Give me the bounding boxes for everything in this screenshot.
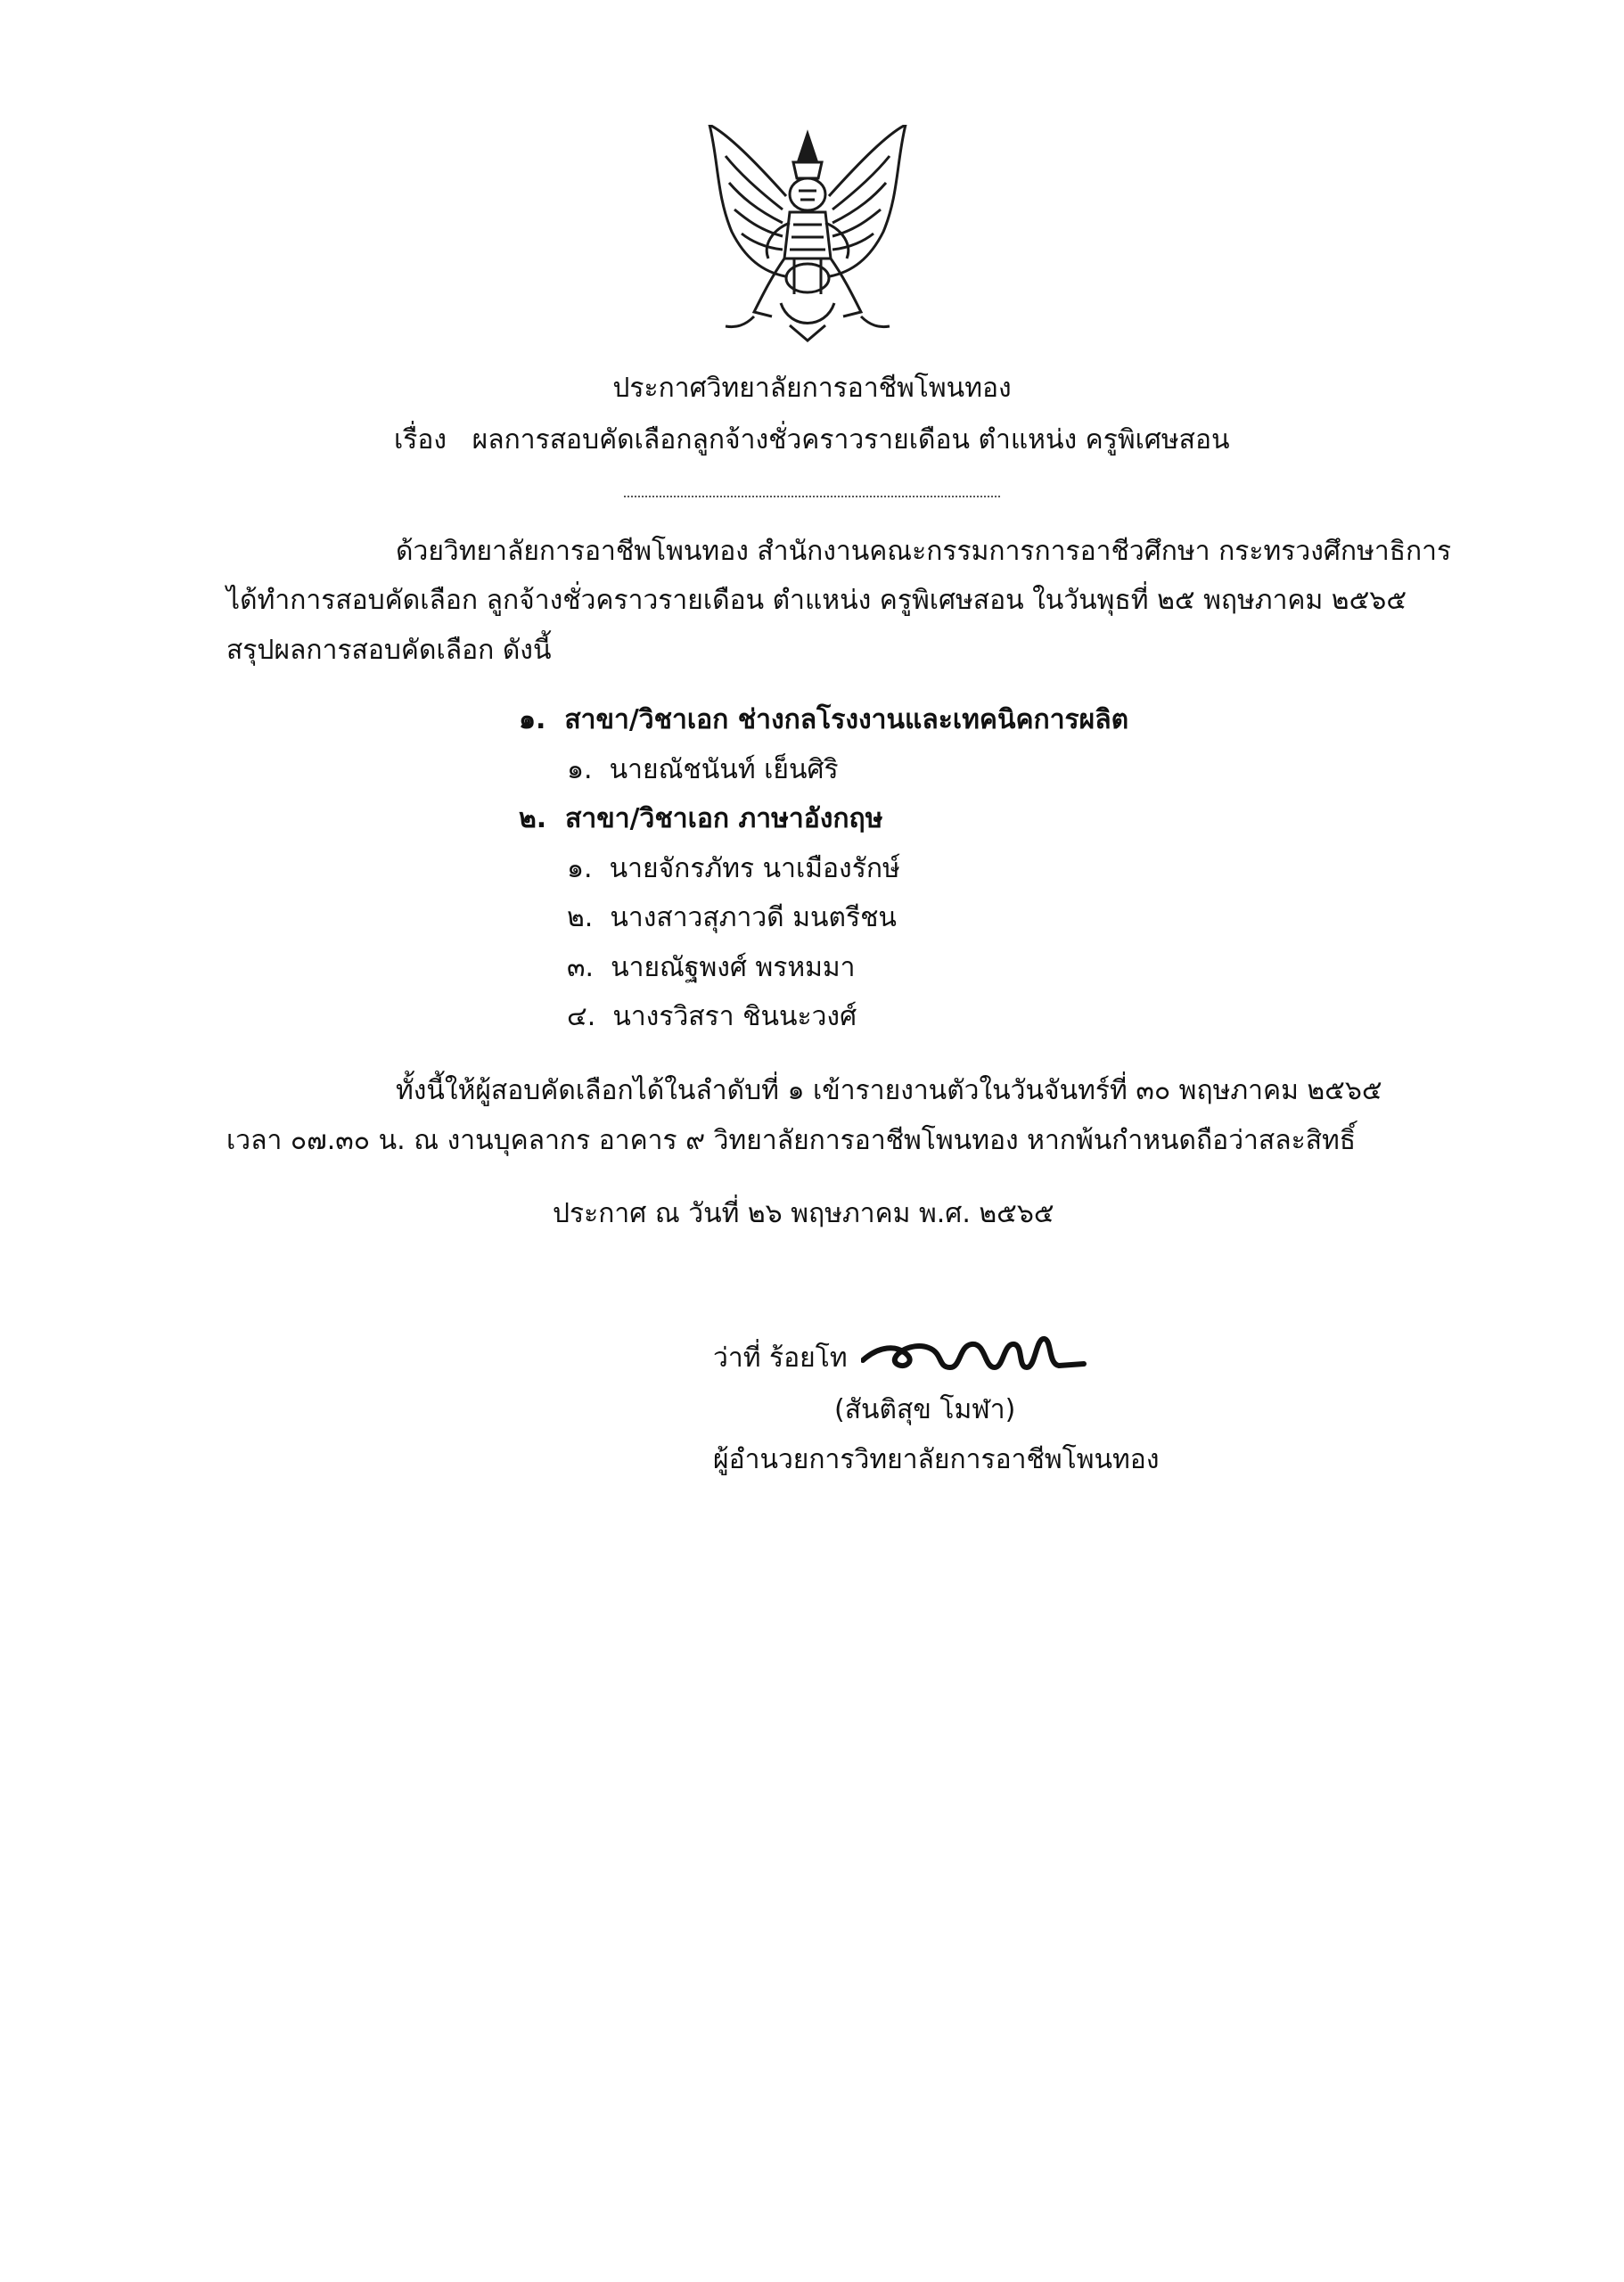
list-item (567, 947, 856, 989)
candidate-number: ๓. (567, 952, 595, 983)
branch-title: สาขา/วิชาเอก ภาษาอังกฤษ (565, 803, 883, 834)
list-item (567, 996, 857, 1038)
signer-name: (สันติสุข โมฬา) (834, 1394, 1016, 1425)
paragraph-line-3: สรุปผลการสอบคัดเลือก ดังนี้ (226, 635, 552, 666)
branch-title: สาขา/วิชาเอก ช่างกลโรงงานและเทคนิคการผลิต (564, 704, 1129, 735)
closing-line-1: ทั้งนี้ให้ผู้สอบคัดเลือกได้ในลำดับที่ ๑ เข้ารายงานตัวในวันจันทร์ที่ ๓๐ พฤษภาคม ๒๕๖๕ (396, 1075, 1382, 1106)
signature-icon (861, 1328, 1093, 1382)
closing-line-2: เวลา ๐๗.๓๐ น. ณ งานบุคลากร อาคาร ๙ วิทยาลัยการอาชีพโพนทอง หากพ้นกำหนดถือว่าสละสิทธิ์ (226, 1125, 1357, 1156)
list-item (567, 897, 897, 939)
candidate-number: ๑. (567, 754, 593, 785)
header-divider (624, 496, 1000, 497)
candidate-number: ๔. (567, 1001, 596, 1032)
candidate-name: นายจักรภัทร นาเมืองรักษ์ (609, 853, 900, 884)
paragraph-line-2: ได้ทำการสอบคัดเลือก ลูกจ้างชั่วคราวรายเดือน ตำแหน่ง ครูพิเศษสอน ในวันพุธที่ ๒๕ พฤษภาคม ๒๕๖๕ (226, 585, 1407, 616)
candidate-number: ๑. (567, 853, 593, 884)
branch-heading-2 (519, 798, 882, 840)
branch-number: ๒. (519, 803, 547, 834)
subject-text: ผลการสอบคัดเลือกลูกจ้างชั่วคราวรายเดือน ตำแหน่ง ครูพิเศษสอน (472, 424, 1230, 456)
paragraph-line-1: ด้วยวิทยาลัยการอาชีพโพนทอง สำนักงานคณะกรรมการการอาชีวศึกษา กระทรวงศึกษาธิการ (396, 536, 1452, 567)
candidate-name: นายณัชนันท์ เย็นศิริ (609, 754, 839, 785)
branch-number: ๑. (519, 704, 546, 735)
garuda-emblem-icon (701, 125, 915, 343)
announcement-date: ประกาศ ณ วันที่ ๒๖ พฤษภาคม พ.ศ. ๒๕๖๕ (553, 1198, 1054, 1229)
subject-label: เรื่อง (394, 424, 447, 456)
candidate-number: ๒. (567, 902, 594, 933)
candidate-name: นายณัฐพงศ์ พรหมมา (611, 952, 856, 983)
signer-position: ผู้อำนวยการวิทยาลัยการอาชีพโพนทอง (713, 1444, 1160, 1475)
signer-rank: ว่าที่ ร้อยโท (713, 1342, 848, 1374)
announcement-title: ประกาศวิทยาลัยการอาชีพโพนทอง (612, 373, 1012, 404)
candidate-name: นางสาวสุภาวดี มนตรีชน (610, 902, 897, 933)
branch-heading-1 (519, 699, 1128, 741)
candidate-name: นางรวิสรา ชินนะวงศ์ (612, 1001, 857, 1032)
subject-line (394, 419, 1230, 461)
list-item (567, 749, 839, 791)
list-item (567, 848, 900, 890)
